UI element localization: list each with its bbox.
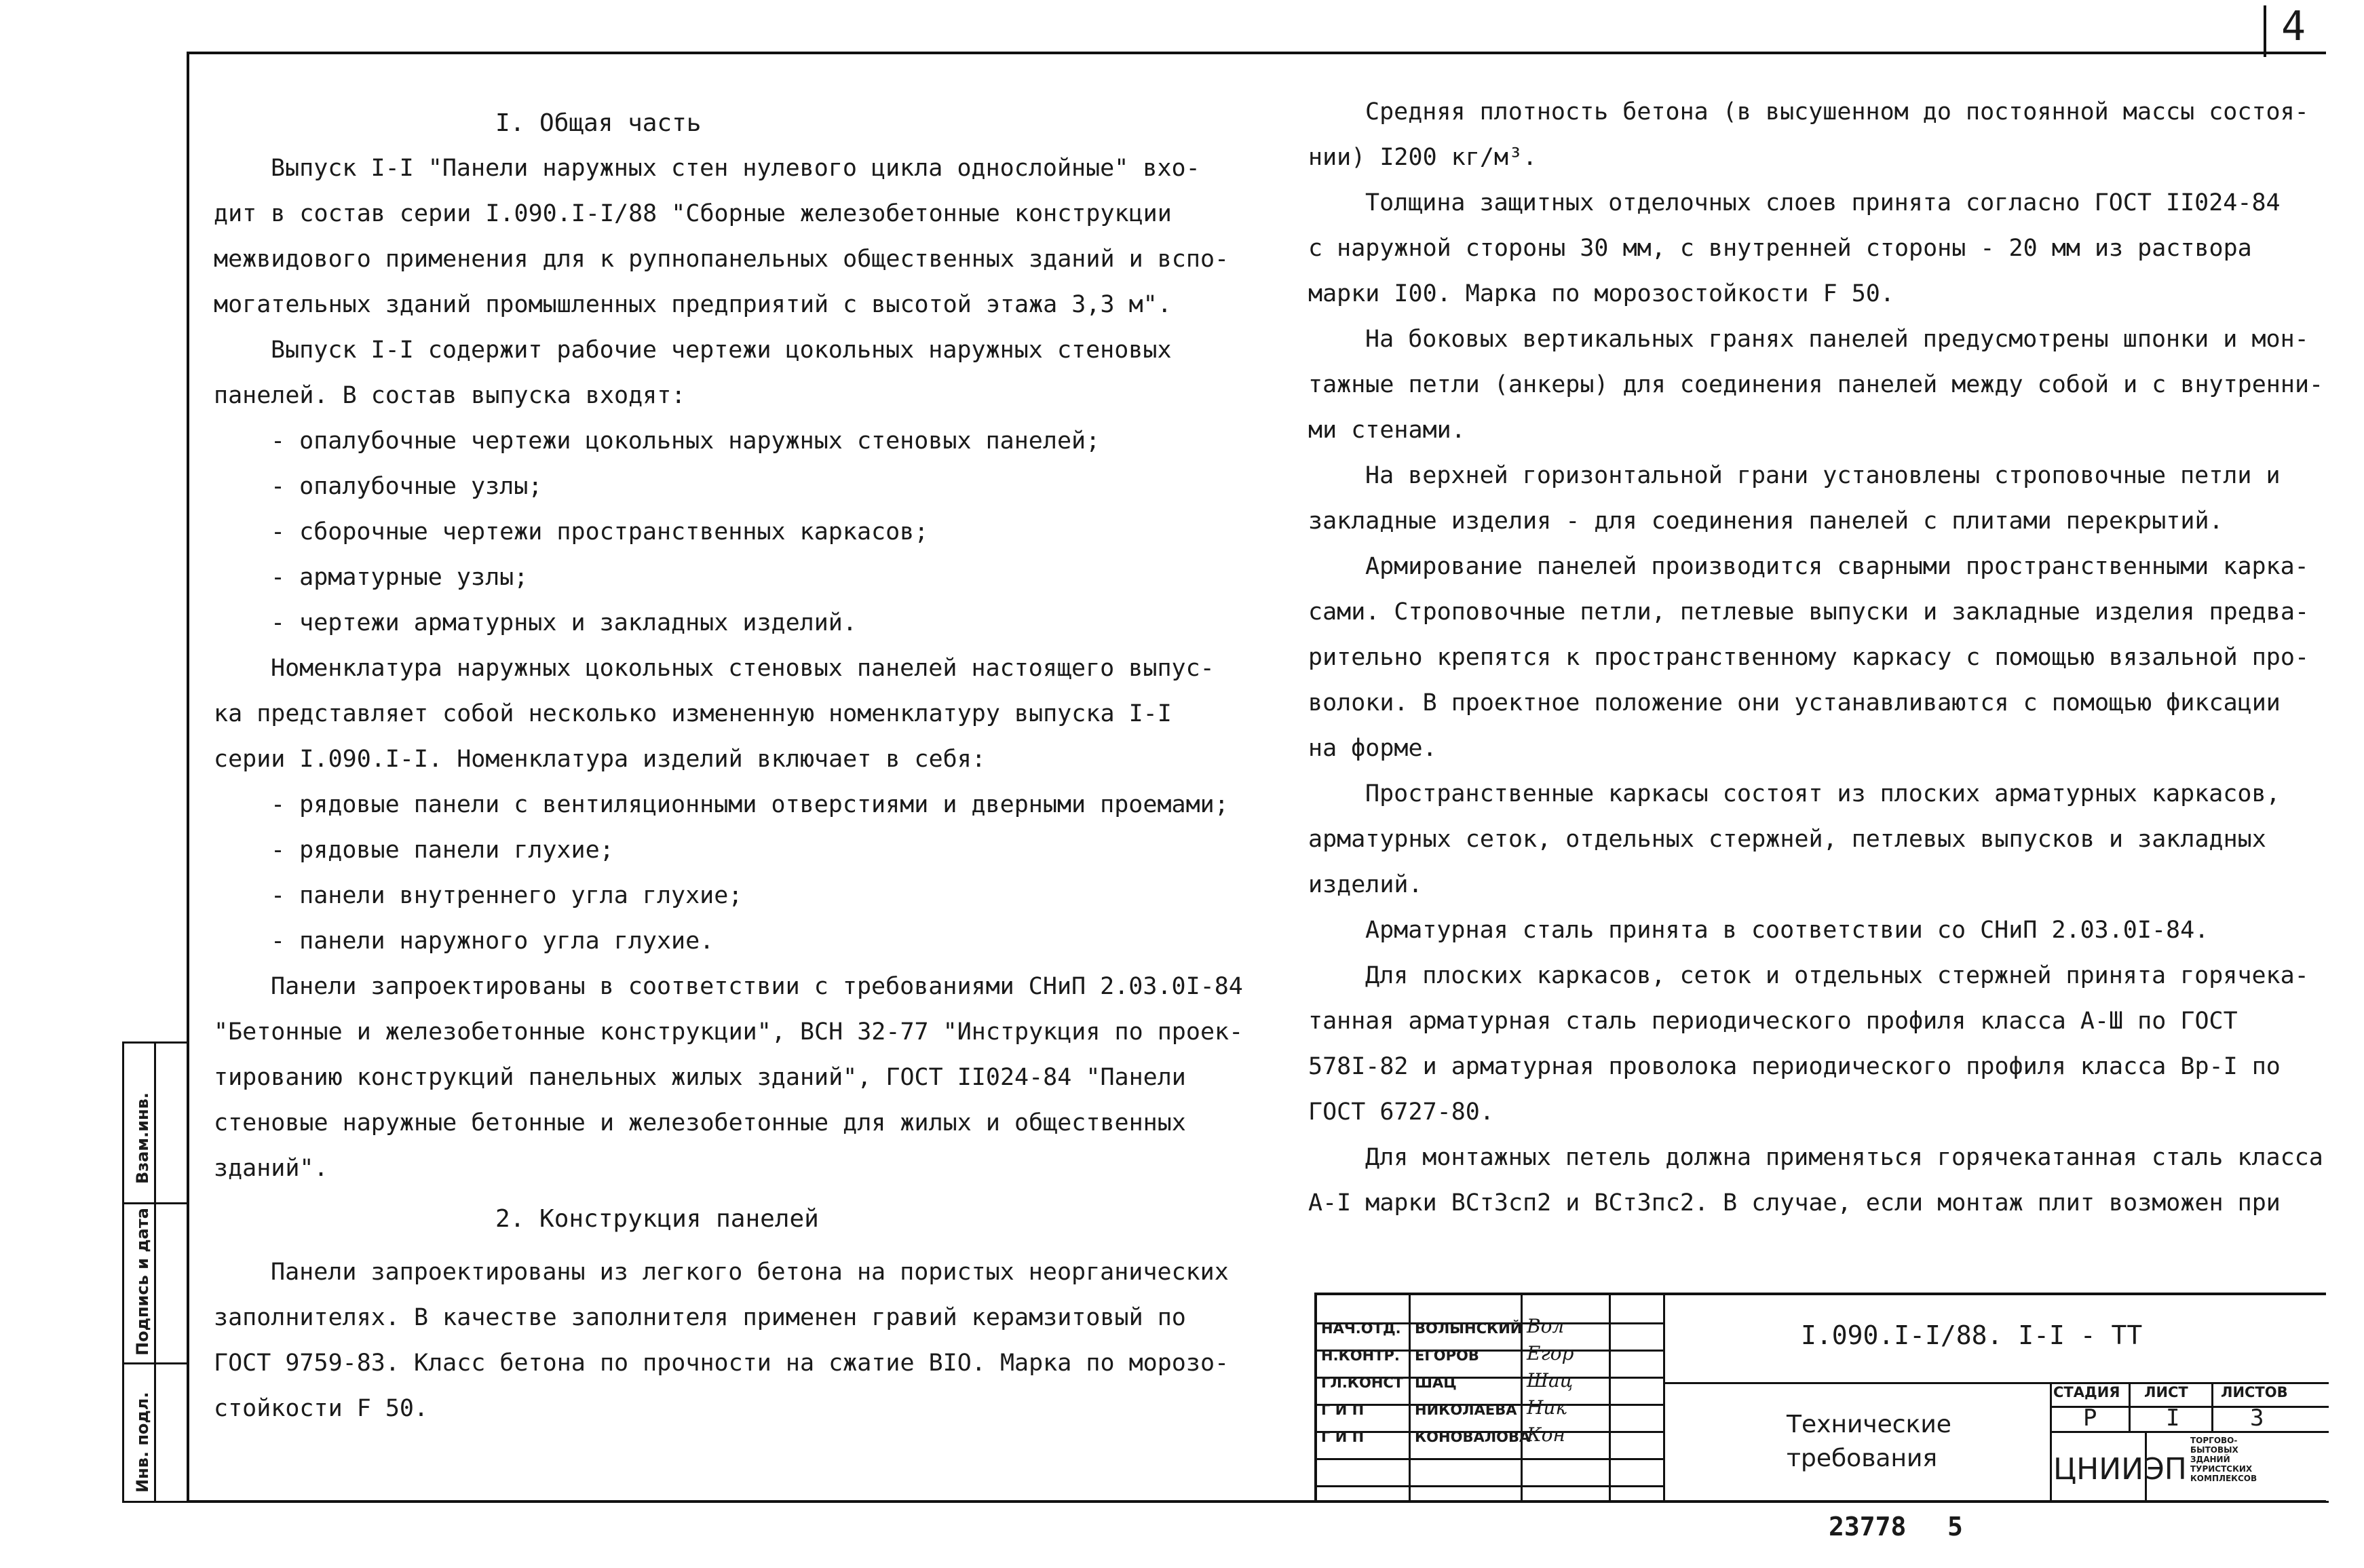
text-line: ка представляет собой несколько измененную номенклатуру выпуска I-I: [214, 700, 1172, 727]
text-line: - опалубочные чертежи цокольных наружных стеновых панелей;: [271, 427, 1101, 455]
text-line: "Бетонные и железобетонные конструкции", ВСН 32-77 "Инструкция по проек-: [214, 1018, 1244, 1046]
signature: Вол: [1527, 1315, 1565, 1337]
text-line: Средняя плотность бетона (в высушенном до постоянной массы состоя-: [1365, 98, 2309, 126]
text-line: - рядовые панели глухие;: [271, 837, 614, 864]
text-line: - сборочные чертежи пространственных каркасов;: [271, 518, 929, 546]
text-line: могательных зданий промышленных предприятий с высотой этажа 3,3 м".: [214, 291, 1172, 318]
page-number-tick: [2264, 5, 2266, 57]
binding-strip: [122, 1041, 187, 1503]
signatory-role: Г И П: [1321, 1402, 1365, 1418]
text-line: Панели запроектированы в соответствии с требованиями СНиП 2.03.0I-84: [271, 973, 1243, 1000]
text-line: На верхней горизонтальной грани установлены строповочные петли и: [1365, 462, 2281, 489]
text-line: - рядовые панели с вентиляционными отверстиями и дверными проемами;: [271, 791, 1229, 818]
text-line: - арматурные узлы;: [271, 564, 529, 591]
text-line: дит в состав серии I.090.I-I/88 "Сборные железобетонные конструкции: [214, 200, 1172, 227]
organization-subtitle-line: ТУРИСТСКИХ: [2190, 1464, 2253, 1474]
organization-subtitle-line: КОМПЛЕКСОВ: [2190, 1474, 2257, 1483]
text-line: ми стенами.: [1308, 417, 1466, 444]
document-title-line-1: Технические: [1787, 1411, 1951, 1438]
text-line: Для монтажных петель должна применяться горячекатанная сталь класса: [1365, 1144, 2323, 1171]
sheet-value: I: [2166, 1404, 2180, 1432]
text-line: волоки. В проектное положение они устанавливаются с помощью фиксации: [1308, 689, 2281, 716]
document-title: [1787, 1408, 1951, 1476]
text-line: с наружной стороны 30 мм, с внутренней стороны - 20 мм из раствора: [1308, 235, 2252, 262]
text-line: - опалубочные узлы;: [271, 473, 543, 500]
text-line: стойкости F 50.: [214, 1395, 429, 1422]
text-line: А-I марки ВСт3сп2 и ВСт3пс2. В случае, если монтаж плит возможен при: [1308, 1189, 2281, 1217]
signatory-name: НИКОЛАЕВА: [1415, 1402, 1517, 1418]
text-line: арматурных сеток, отдельных стержней, петлевых выпусков и закладных: [1308, 826, 2266, 853]
text-line: Пространственные каркасы состоят из плоских арматурных каркасов,: [1365, 780, 2281, 807]
section-heading-general: I. Общая часть: [495, 109, 702, 137]
text-line: марки I00. Марка по морозостойкости F 50.: [1308, 280, 1894, 307]
inventory-number: 23778: [1829, 1512, 1907, 1542]
right-column: [1308, 90, 2324, 1226]
text-line: сами. Строповочные петли, петлевые выпуски и закладные изделия предва-: [1308, 598, 2310, 626]
binding-label-signature: Подпись и дата: [133, 1208, 152, 1356]
signatory-role: ГЛ.КОНСТ: [1321, 1375, 1404, 1391]
stage-header: СТАДИЯ: [2053, 1384, 2120, 1400]
signatory-role: Н.КОНТР.: [1321, 1347, 1400, 1364]
signatory-name: КОНОВАЛОВА: [1415, 1429, 1531, 1445]
text-line: тированию конструкций панельных жилых зданий", ГОСТ II024-84 "Панели: [214, 1064, 1186, 1091]
binding-label-original: Инв. подл.: [133, 1392, 152, 1493]
organization-name: ЦНИИЭП: [2053, 1452, 2187, 1487]
text-line: Номенклатура наружных цокольных стеновых панелей настоящего выпус-: [271, 655, 1215, 682]
organization-subtitle-line: БЫТОВЫХ: [2190, 1445, 2238, 1455]
signatory-role: Г И П: [1321, 1429, 1365, 1445]
text-line: - чертежи арматурных и закладных изделий.: [271, 609, 857, 636]
signature: Шац: [1527, 1369, 1574, 1392]
text-line: танная арматурная сталь периодического профиля класса А-Ш по ГОСТ: [1308, 1008, 2238, 1035]
stage-value: Р: [2083, 1404, 2097, 1432]
binding-strip-sep: [124, 1202, 189, 1204]
text-line: панелей. В состав выпуска входят:: [214, 382, 686, 409]
text-line: тажные петли (анкеры) для соединения панелей между собой и с внутренни-: [1308, 371, 2324, 398]
text-line: на форме.: [1308, 735, 1437, 762]
organization-subtitle: [2190, 1436, 2257, 1483]
text-line: серии I.090.I-I. Номенклатура изделий включает в себя:: [214, 746, 986, 773]
text-line: Арматурная сталь принята в соответствии со СНиП 2.03.0I-84.: [1365, 917, 2209, 944]
sheet-header: ЛИСТ: [2144, 1384, 2188, 1400]
text-line: зданий".: [214, 1155, 328, 1182]
signature: Егор: [1527, 1342, 1574, 1364]
signatory-name: ЕГОРОВ: [1415, 1347, 1479, 1364]
text-line: рительно крепятся к пространственному каркасу с помощью вязальной про-: [1308, 644, 2310, 671]
text-line: Армирование панелей производится сварными пространственными карка-: [1365, 553, 2309, 580]
text-line: заполнителях. В качестве заполнителя применен гравий керамзитовый по: [214, 1304, 1186, 1331]
document-code: I.090.I-I/88. I-I - ТТ: [1801, 1320, 2143, 1350]
signature: Ник: [1527, 1396, 1567, 1419]
text-line: изделий.: [1308, 871, 1423, 898]
text-line: 578I-82 и арматурная проволока периодического профиля класса Вр-I по: [1308, 1053, 2281, 1080]
text-line: - панели наружного угла глухие.: [271, 928, 714, 955]
text-line: стеновые наружные бетонные и железобетонные для жилых и общественных: [214, 1109, 1186, 1136]
signature: Кон: [1527, 1423, 1565, 1446]
signatory-name: ВОЛЫНСКИЙ: [1415, 1320, 1523, 1337]
page-number: 4: [2281, 3, 2306, 50]
signatory-role: НАЧ.ОТД.: [1321, 1320, 1401, 1337]
left-column: [214, 100, 1244, 1432]
organization-subtitle-line: ТОРГОВО-: [2190, 1436, 2238, 1445]
sheets-value: 3: [2250, 1404, 2264, 1432]
text-line: нии) I200 кг/м³.: [1308, 144, 1538, 171]
text-line: закладные изделия - для соединения панелей с плитами перекрытий.: [1308, 508, 2224, 535]
text-line: Выпуск I-I "Панели наружных стен нулевого цикла однослойные" вхо-: [271, 155, 1200, 182]
binding-strip-sep: [124, 1362, 189, 1364]
text-line: ГОСТ 9759-83. Класс бетона по прочности на сжатие BIO. Марка по морозо-: [214, 1350, 1229, 1377]
document-title-line-2: требования: [1787, 1445, 1938, 1472]
text-line: - панели внутреннего угла глухие;: [271, 882, 743, 909]
sheets-header: ЛИСТОВ: [2221, 1384, 2288, 1400]
section-heading-construction: 2. Конструкция панелей: [495, 1205, 819, 1233]
text-line: межвидового применения для к рупнопанельных общественных зданий и вспо-: [214, 246, 1229, 273]
inventory-suffix: 5: [1947, 1512, 1963, 1542]
text-line: На боковых вертикальных гранях панелей предусмотрены шпонки и мон-: [1365, 326, 2309, 353]
text-line: ГОСТ 6727-80.: [1308, 1098, 1494, 1126]
binding-strip-divider: [154, 1044, 156, 1501]
text-line: Толщина защитных отделочных слоев принята согласно ГОСТ II024-84: [1365, 189, 2281, 216]
organization-subtitle-line: ЗДАНИЙ: [2190, 1455, 2230, 1464]
text-line: Для плоских каркасов, сеток и отдельных стержней принята горячека-: [1365, 962, 2309, 989]
text-line: Панели запроектированы из легкого бетона на пористых неорганических: [271, 1259, 1229, 1286]
binding-label-replaced: Взам.инв.: [133, 1092, 152, 1184]
text-line: Выпуск I-I содержит рабочие чертежи цокольных наружных стеновых: [271, 337, 1172, 364]
signatory-name: ШАЦ: [1415, 1375, 1457, 1391]
